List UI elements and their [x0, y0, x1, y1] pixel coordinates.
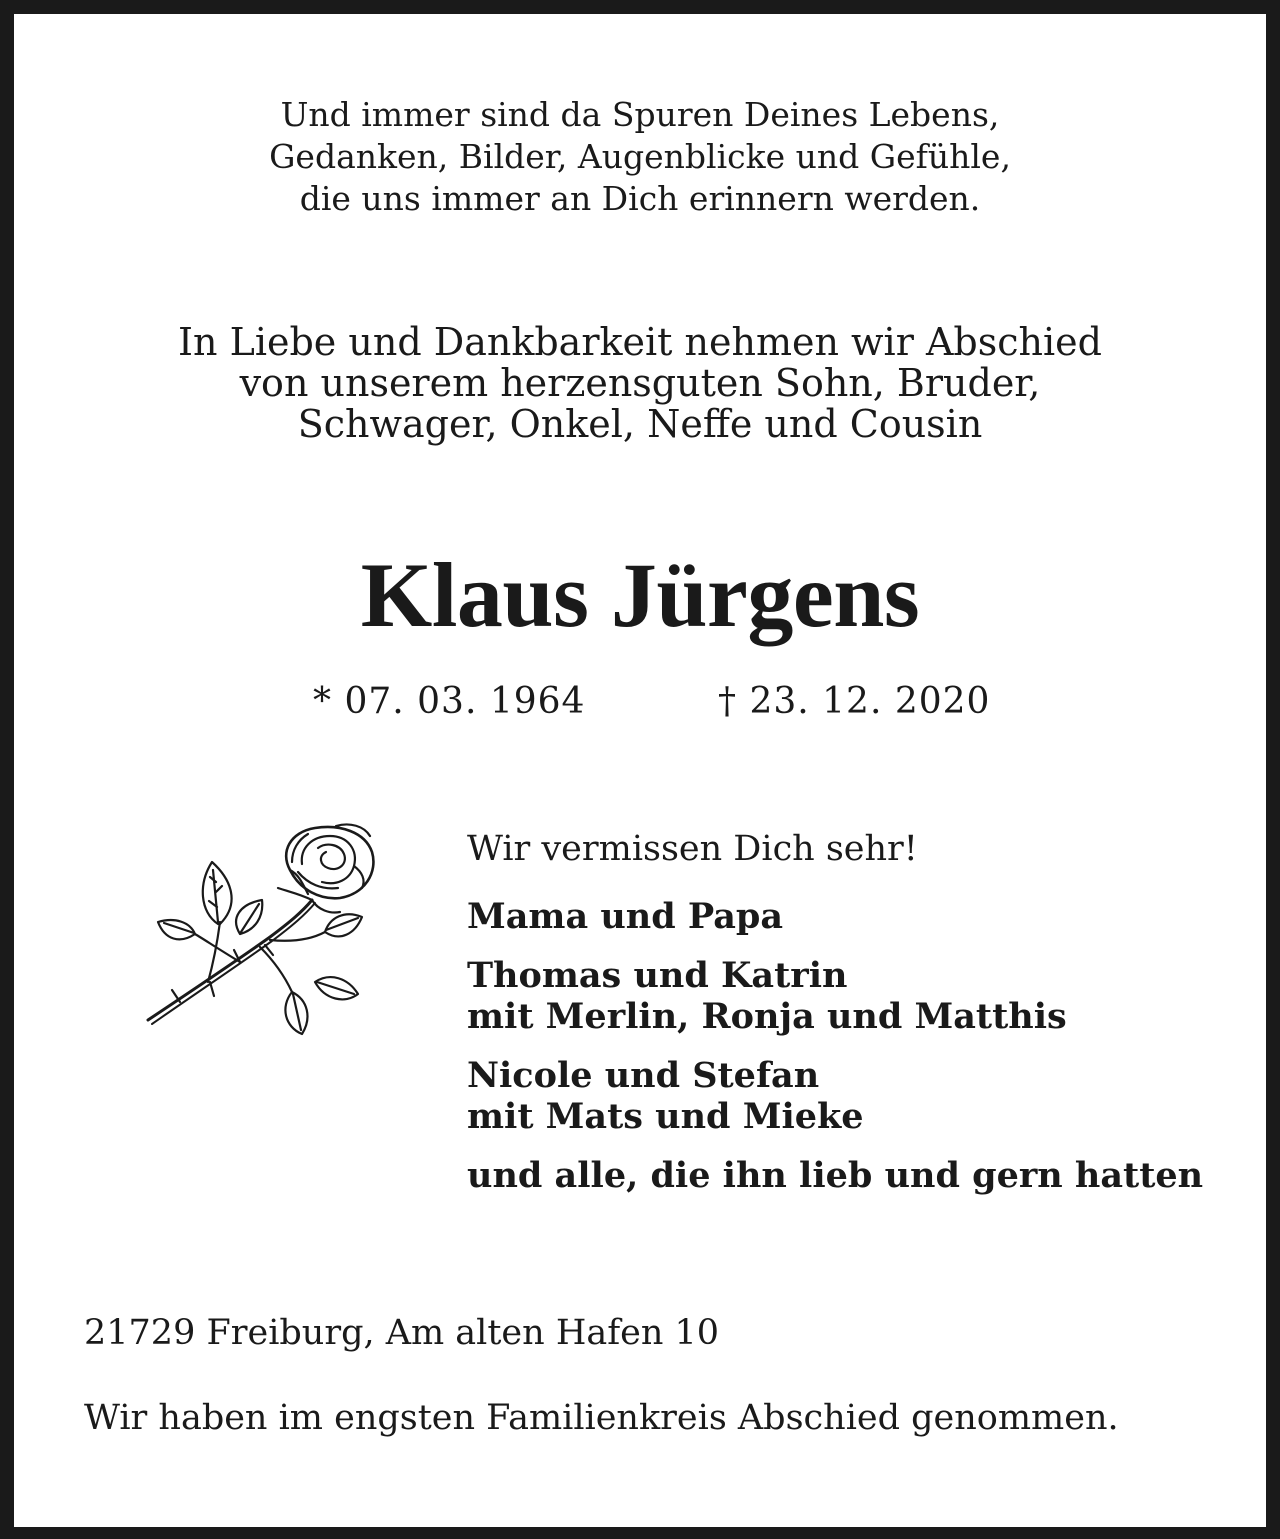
rose-icon — [140, 822, 385, 1037]
farewell-line: von unserem herzensguten Sohn, Bruder, — [239, 361, 1041, 405]
deceased-name: Klaus Jürgens — [360, 544, 920, 646]
mourner-line: mit Merlin, Ronja und Matthis — [467, 996, 1067, 1037]
memorial-verse — [0, 94, 1280, 220]
mourner-group — [467, 1055, 1247, 1137]
birth-date: * 07. 03. 1964 — [313, 681, 586, 722]
mourner-line: Nicole und Stefan — [467, 1055, 820, 1096]
verse-line: Gedanken, Bilder, Augenblicke und Gefühle, — [269, 137, 1011, 176]
mourner-line: Mama und Papa — [467, 896, 784, 937]
mourner-line: und alle, die ihn lieb und gern hatten — [467, 1155, 1204, 1196]
mourner-group — [467, 896, 1247, 937]
farewell-text — [0, 322, 1280, 445]
mourner-group — [467, 955, 1247, 1037]
farewell-line: In Liebe und Dankbarkeit nehmen wir Abschied — [178, 320, 1102, 364]
mourner-line: mit Mats und Mieke — [467, 1096, 864, 1137]
verse-line: Und immer sind da Spuren Deines Lebens, — [280, 95, 1000, 134]
mourner-group — [467, 1155, 1247, 1196]
mourners-block — [467, 828, 1247, 1214]
farewell-line: Schwager, Onkel, Neffe und Cousin — [297, 402, 983, 446]
mourner-line: Thomas und Katrin — [467, 955, 848, 996]
ceremony-note: Wir haben im engsten Familienkreis Abschied genommen. — [84, 1398, 1119, 1438]
verse-line: die uns immer an Dich erinnern werden. — [299, 179, 981, 218]
miss-message: Wir vermissen Dich sehr! — [467, 829, 918, 869]
family-address: 21729 Freiburg, Am alten Hafen 10 — [84, 1313, 720, 1353]
death-date: † 23. 12. 2020 — [718, 681, 991, 722]
